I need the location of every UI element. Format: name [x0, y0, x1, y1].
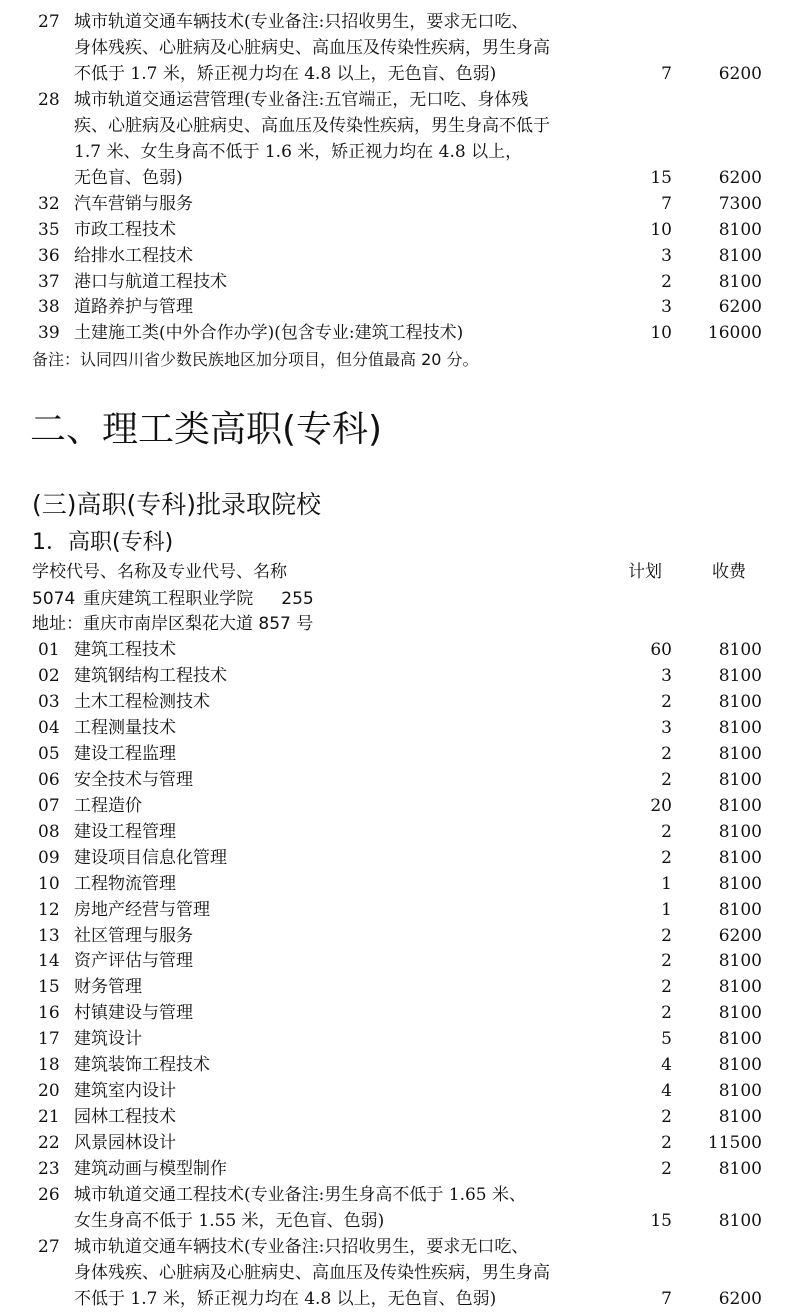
- major-plan: 2: [661, 977, 672, 998]
- major-values: [0, 663, 800, 689]
- major-fee: 8100: [718, 743, 762, 764]
- major-fee: 16000: [707, 323, 762, 344]
- table-header-plan: 计划: [628, 562, 662, 582]
- major-fee: 6200: [718, 63, 762, 84]
- major-name: 资产评估与管理: [74, 951, 193, 972]
- major-plan: 3: [661, 666, 672, 686]
- major-code: 22: [38, 1133, 60, 1154]
- major-code: 28: [38, 89, 60, 110]
- major-values: [0, 767, 800, 793]
- major-name: 港口与航道工程技术: [74, 271, 227, 292]
- major-fee: 8100: [718, 219, 762, 240]
- major-name: 给排水工程技术: [74, 245, 193, 266]
- major-values: [0, 269, 800, 295]
- major-fee: 7300: [718, 193, 762, 214]
- major-fee: 8100: [718, 1003, 762, 1024]
- major-values: [0, 1286, 800, 1312]
- major-code: 36: [38, 245, 60, 266]
- major-values: [0, 974, 800, 1000]
- major-plan: 2: [661, 743, 672, 764]
- major-fee: 6200: [718, 1288, 762, 1309]
- major-fee: 8100: [718, 666, 762, 686]
- major-code: 05: [38, 743, 60, 764]
- major-name: 城市轨道交通运营管理(专业备注:五官端正，无口吃、身体残: [74, 89, 529, 110]
- major-code: 18: [38, 1055, 60, 1076]
- major-code: 37: [38, 271, 60, 292]
- major-fee: 8100: [718, 1081, 762, 1102]
- major-code: 16: [38, 1003, 60, 1024]
- major-values: [0, 1026, 800, 1052]
- major-code: 21: [38, 1107, 60, 1128]
- major-code: 04: [38, 717, 60, 738]
- major-name: 建筑装饰工程技术: [74, 1055, 210, 1076]
- major-code: 02: [38, 666, 60, 686]
- major-name: 园林工程技术: [74, 1107, 176, 1128]
- major-fee: 6200: [718, 297, 762, 318]
- major-plan: 4: [661, 1081, 672, 1102]
- major-values: [0, 1104, 800, 1130]
- major-code: 26: [38, 1185, 60, 1205]
- major-name: 土建施工类(中外合作办学)(包含专业:建筑工程技术): [74, 323, 464, 344]
- major-fee: 8100: [718, 245, 762, 266]
- major-name-continued: 不低于 1.7 米，矫正视力均在 4.8 以上，无色盲、色弱): [74, 63, 497, 84]
- major-plan: 1: [661, 899, 672, 920]
- major-plan: 2: [661, 1159, 672, 1179]
- major-name: 城市轨道交通车辆技术(专业备注:只招收男生，要求无口吃、: [74, 1236, 529, 1257]
- major-name: 城市轨道交通车辆技术(专业备注:只招收男生，要求无口吃、: [74, 12, 529, 32]
- major-fee: 8100: [718, 691, 762, 712]
- major-name-continued: 疾、心脏病及心脏病史、高血压及传染性疾病，男生身高不低于: [74, 115, 550, 136]
- major-fee: 8100: [718, 271, 762, 292]
- major-plan: 2: [661, 951, 672, 972]
- major-code: 03: [38, 691, 60, 712]
- major-fee: 8100: [718, 769, 762, 790]
- major-plan: 2: [661, 925, 672, 946]
- major-plan: 1: [661, 873, 672, 894]
- major-code: 06: [38, 769, 60, 790]
- table-row: [0, 87, 800, 113]
- major-fee: 8100: [718, 795, 762, 816]
- major-plan: 2: [661, 1133, 672, 1154]
- major-name-continued: 1.7 米、女生身高不低于 1.6 米，矫正视力均在 4.8 以上，: [74, 141, 523, 162]
- major-code: 35: [38, 219, 60, 240]
- major-plan: 3: [661, 297, 672, 318]
- major-plan: 2: [661, 1003, 672, 1024]
- major-name: 工程物流管理: [74, 873, 176, 894]
- major-name: 房地产经营与管理: [74, 899, 210, 920]
- major-plan: 2: [661, 847, 672, 868]
- sub-title: 1．高职(专科): [32, 530, 174, 555]
- major-name-continued: 女生身高不低于 1.55 米，无色盲、色弱): [74, 1210, 385, 1231]
- table-row: [0, 1182, 800, 1208]
- major-code: 39: [38, 323, 60, 344]
- major-values: [0, 320, 800, 346]
- major-fee: 8100: [718, 1210, 762, 1231]
- major-values: [0, 689, 800, 715]
- major-fee: 8100: [718, 1159, 762, 1179]
- school-line: [32, 586, 314, 612]
- major-values: [0, 1130, 800, 1156]
- section-title: 二、理工类高职(专科): [30, 409, 383, 450]
- major-values: [0, 948, 800, 974]
- major-values: [0, 1078, 800, 1104]
- major-fee: 8100: [718, 1107, 762, 1128]
- major-values: [0, 923, 800, 949]
- table-row: [0, 9, 800, 35]
- major-plan: 3: [661, 245, 672, 266]
- major-plan: 2: [661, 821, 672, 842]
- major-fee: 8100: [718, 1029, 762, 1050]
- major-fee: 8100: [718, 821, 762, 842]
- major-values: [0, 1052, 800, 1078]
- major-name: 建设项目信息化管理: [74, 847, 227, 868]
- major-code: 20: [38, 1081, 60, 1102]
- major-plan: 7: [661, 193, 672, 214]
- major-name: 村镇建设与管理: [74, 1003, 193, 1024]
- major-name: 市政工程技术: [74, 219, 176, 240]
- school-code: 5074: [32, 589, 76, 609]
- major-values: [0, 165, 800, 191]
- major-fee: 8100: [718, 977, 762, 998]
- major-name: 风景园林设计: [74, 1133, 176, 1154]
- school-address: 地址：重庆市南岸区梨花大道 857 号: [32, 614, 314, 634]
- major-plan: 2: [661, 271, 672, 292]
- major-fee: 8100: [718, 847, 762, 868]
- major-fee: 11500: [707, 1133, 762, 1154]
- major-values: [0, 741, 800, 767]
- major-plan: 10: [650, 219, 672, 240]
- major-name: 城市轨道交通工程技术(专业备注:男生身高不低于 1.65 米、: [74, 1185, 527, 1205]
- batch-title: (三)高职(专科)批录取院校: [32, 490, 322, 519]
- major-code: 08: [38, 821, 60, 842]
- table-header-fee: 收费: [712, 562, 746, 582]
- major-code: 23: [38, 1159, 60, 1179]
- note-text: 备注：认同四川省少数民族地区加分项目，但分值最高 20 分。: [32, 350, 479, 369]
- major-name: 财务管理: [74, 977, 142, 998]
- major-plan: 4: [661, 1055, 672, 1076]
- major-code: 17: [38, 1029, 60, 1050]
- major-values: [0, 819, 800, 845]
- major-name: 建筑设计: [74, 1029, 142, 1050]
- major-name: 建设工程监理: [74, 743, 176, 764]
- major-fee: 8100: [718, 951, 762, 972]
- major-name: 建筑钢结构工程技术: [74, 666, 227, 686]
- major-plan: 7: [661, 63, 672, 84]
- major-values: [0, 871, 800, 897]
- major-plan: 20: [650, 795, 672, 816]
- major-values: [0, 294, 800, 320]
- major-code: 12: [38, 899, 60, 920]
- major-fee: 8100: [718, 1055, 762, 1076]
- major-values: [0, 845, 800, 871]
- major-name: 社区管理与服务: [74, 925, 193, 946]
- major-code: 09: [38, 847, 60, 868]
- major-name-continued: 无色盲、色弱): [74, 167, 183, 188]
- major-code: 07: [38, 795, 60, 816]
- major-name: 安全技术与管理: [74, 769, 193, 790]
- major-code: 32: [38, 193, 60, 214]
- major-code: 10: [38, 873, 60, 894]
- major-fee: 8100: [718, 717, 762, 738]
- major-values: [0, 793, 800, 819]
- school-name: 重庆建筑工程职业学院: [83, 589, 254, 609]
- major-values: [0, 1156, 800, 1182]
- major-name-continued: 身体残疾、心脏病及心脏病史、高血压及传染性疾病，男生身高: [74, 1262, 550, 1283]
- major-name: 建筑室内设计: [74, 1081, 176, 1102]
- major-fee: 6200: [718, 925, 762, 946]
- major-plan: 3: [661, 717, 672, 738]
- major-fee: 8100: [718, 873, 762, 894]
- table-row: [0, 1234, 800, 1260]
- major-plan: 5: [661, 1029, 672, 1050]
- major-name: 工程造价: [74, 795, 142, 816]
- major-values: [0, 1000, 800, 1026]
- major-plan: 2: [661, 1107, 672, 1128]
- major-name: 建设工程管理: [74, 821, 176, 842]
- major-name: 道路养护与管理: [74, 297, 193, 318]
- major-code: 27: [38, 12, 60, 32]
- major-values: [0, 637, 800, 663]
- major-plan: 10: [650, 323, 672, 344]
- major-name-continued: 身体残疾、心脏病及心脏病史、高血压及传染性疾病，男生身高: [74, 38, 550, 58]
- major-code: 15: [38, 977, 60, 998]
- major-plan: 15: [650, 1210, 672, 1231]
- major-name: 工程测量技术: [74, 717, 176, 738]
- major-name: 建筑工程技术: [74, 640, 176, 660]
- major-plan: 2: [661, 691, 672, 712]
- major-name: 土木工程检测技术: [74, 691, 210, 712]
- major-name: 建筑动画与模型制作: [74, 1159, 227, 1179]
- major-values: [0, 897, 800, 923]
- major-code: 01: [38, 640, 60, 660]
- major-name: 汽车营销与服务: [74, 193, 193, 214]
- major-values: [0, 243, 800, 269]
- major-fee: 8100: [718, 899, 762, 920]
- major-values: [0, 1208, 800, 1234]
- major-plan: 2: [661, 769, 672, 790]
- major-fee: 6200: [718, 167, 762, 188]
- school-total: 255: [281, 589, 314, 609]
- major-plan: 60: [650, 640, 672, 660]
- major-values: [0, 191, 800, 217]
- major-name-continued: 不低于 1.7 米，矫正视力均在 4.8 以上，无色盲、色弱): [74, 1288, 497, 1309]
- major-values: [0, 217, 800, 243]
- major-plan: 7: [661, 1288, 672, 1309]
- major-code: 27: [38, 1236, 60, 1257]
- major-code: 13: [38, 925, 60, 946]
- major-values: [0, 61, 800, 87]
- major-fee: 8100: [718, 640, 762, 660]
- table-header-label: 学校代号、名称及专业代号、名称: [32, 562, 287, 582]
- major-values: [0, 715, 800, 741]
- major-code: 38: [38, 297, 60, 318]
- major-plan: 15: [650, 167, 672, 188]
- major-code: 14: [38, 951, 60, 972]
